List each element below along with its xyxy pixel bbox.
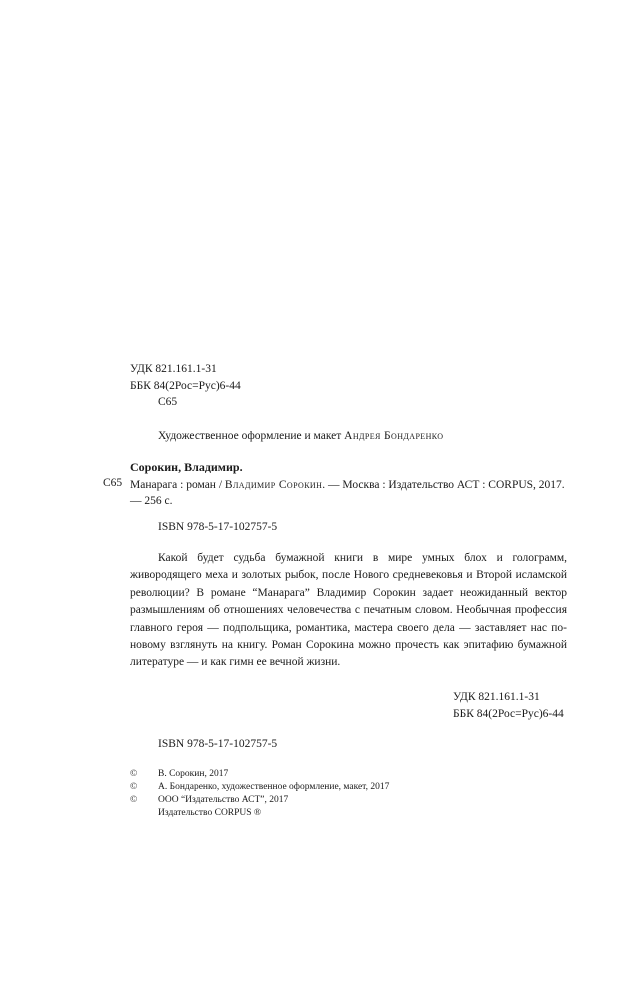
- copyright-text: Издательство CORPUS ®: [158, 808, 262, 818]
- copyright-symbol: ©: [130, 795, 138, 805]
- udk-code: УДК 821.161.1-31: [130, 363, 217, 375]
- biblio-author: Владимир Сорокин: [224, 479, 323, 491]
- design-credit-text: Художественное оформление и макет: [158, 430, 342, 442]
- isbn-top: ISBN 978-5-17-102757-5: [158, 521, 278, 533]
- copyright-text: В. Сорокин, 2017: [158, 769, 229, 779]
- design-credit-name: Андрея Бондаренко: [344, 430, 444, 442]
- isbn-bottom: ISBN 978-5-17-102757-5: [158, 738, 278, 750]
- copyright-row: [130, 794, 389, 807]
- udk-right-block: [453, 689, 564, 723]
- copyright-list: [130, 768, 389, 820]
- udk-right-code: УДК 821.161.1-31: [453, 691, 540, 703]
- author-sign-code: С65: [158, 396, 178, 408]
- biblio-title: Манарага : роман /: [130, 479, 223, 491]
- annotation: Какой будет судьба бумажной книги в мире умных блох и голограмм, живородящего меха и золотых рыбок, после Нового средневековья и Второй исламской революции? В романе “Манарага” Владимир Сорокин задает неожиданный вектор размышлениям об отношениях человечества с печатным словом. Необычная профессия главного героя — подпольщика, романтика, мастера своего дела — заставляет нас по-новому взглянуть на книгу. Роман Сорокина можно прочесть как эпитафию бумажной литературе — и как гимн ее вечной жизни.: [130, 552, 567, 669]
- copyright-symbol: ©: [130, 769, 138, 779]
- copyright-text: ООО “Издательство АСТ”, 2017: [158, 795, 289, 805]
- copyright-symbol: ©: [130, 782, 138, 792]
- copyright-symbol: [130, 807, 158, 820]
- copyright-row: [130, 807, 389, 820]
- udk-block: [130, 361, 241, 395]
- copyright-text: А. Бондаренко, художественное оформление, макет, 2017: [158, 782, 390, 792]
- design-credit: [158, 430, 443, 442]
- copyright-row: [130, 768, 389, 781]
- bbk-right-code: ББК 84(2Рос=Рус)6-44: [453, 708, 564, 720]
- copyright-row: [130, 781, 389, 794]
- bibliographic-description: [130, 477, 567, 509]
- bbk-code: ББК 84(2Рос=Рус)6-44: [130, 380, 241, 392]
- author-heading: Сорокин, Владимир.: [130, 460, 243, 474]
- biblio-rest: . — Москва : Издательство АСТ : CORPUS, 2017. — 256 с.: [130, 479, 565, 507]
- margin-author-sign: С65: [103, 477, 123, 489]
